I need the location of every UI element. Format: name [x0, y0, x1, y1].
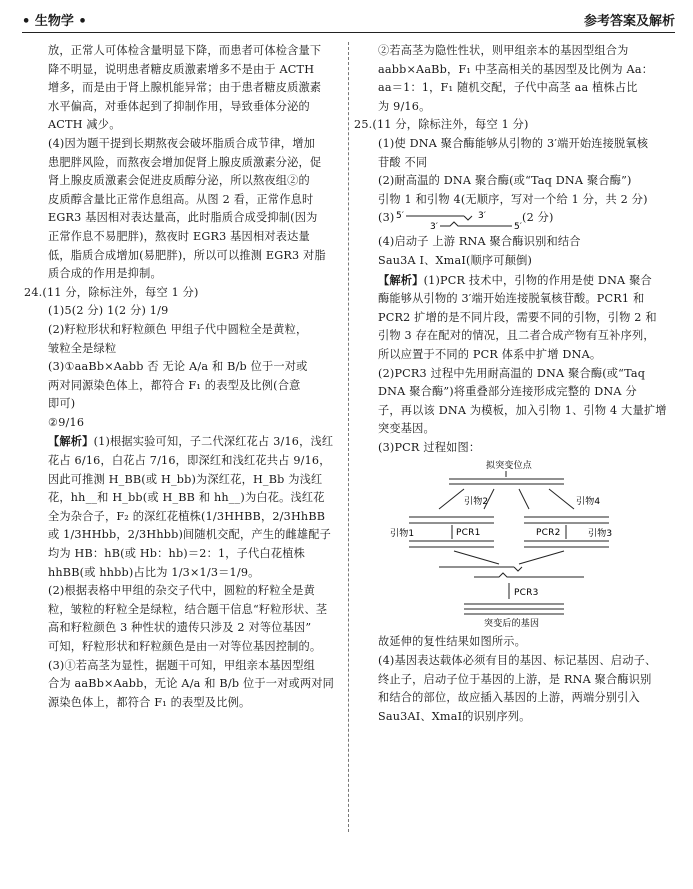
answer-3-suffix: (2 分) [522, 211, 554, 225]
answer-line: 引物 1 和引物 4(无顺序，写对一个给 1 分，共 2 分) [378, 192, 648, 206]
text-line: 为 9/16。 [378, 99, 431, 113]
analysis-line: 全为杂合子，F₂ 的深红花植株(1/3HHBB，2/3HhBB [48, 509, 326, 523]
end-label: 3′ [478, 211, 487, 222]
analysis-line: 源染色体上，都符合 F₁ 的表型及比例。 [48, 695, 251, 709]
text-line: ACTH 减少。 [48, 118, 121, 132]
split-arrow [439, 489, 464, 509]
left-column [24, 42, 342, 712]
text-line: aa＝1：1，F₁ 随机交配，子代中高茎 aa 植株占比 [378, 81, 638, 95]
primer2-label: 引物2 [464, 497, 489, 508]
analysis-line: 花占 6/16，白花占 7/16，即深红和浅红花共占 9/16， [48, 454, 331, 468]
analysis-line: 因此可推测 H_BB(或 H_bb)为深红花，H_Bb 为浅红 [48, 472, 323, 486]
text-line: 质合成的作用是抑制。 [48, 267, 162, 281]
mutation-site-label: 拟突变位点 [486, 461, 533, 472]
text-line: 故延伸的复性结果如图所示。 [378, 635, 527, 649]
analysis-line: 酶能够从引物的 3′端开始连接脱氧核苷酸。PCR1 和 [378, 292, 645, 306]
header-rule [22, 32, 675, 33]
analysis-line: 或 1/3HHbb，2/3Hhbb)间随机交配，产生的雌雄配子 [48, 528, 332, 542]
text-line: 放，正常人可体检含量明显下降，而患者可体检含量下 [48, 44, 322, 57]
answer-line: (4)启动子 上游 RNA 聚合酶识别和结合 [378, 235, 581, 249]
text-line: ②若高茎为隐性性状，则甲组亲本的基因型组合为 [378, 44, 629, 57]
text-line: (4)基因表达载体必须有目的基因、标记基因、启动子、 [378, 654, 657, 668]
answer-line: ②9/16 [48, 415, 85, 429]
text-line: (4)因为题干提到长期熬夜会破坏脂质合成节律，增加 [48, 136, 315, 150]
question-25-heading: 25.(11 分，除标注外，每空 1 分) [354, 118, 529, 132]
analysis-line: 粒，皱粒的籽粒全是绿粒，结合题干信息“籽粒形状、茎 [48, 602, 328, 616]
analysis-tag: 【解析】 [378, 272, 424, 287]
split-arrow [519, 489, 529, 509]
answer-3-prefix: (3) [378, 211, 395, 225]
text-line: aabb×AaBb，F₁ 中茎高相关的基因型及比例为 Aa： [378, 62, 654, 76]
analysis-line: 合为 aaBb×Aabb，无论 A/a 和 B/b 位于一对或两对同 [48, 677, 335, 691]
answer-line: 皱粒全是绿粒 [48, 341, 117, 355]
result-label: 突变后的基因 [484, 619, 540, 630]
analysis-line: DNA 聚合酶”)将重叠部分连接形成完整的 DNA 分 [378, 385, 637, 399]
primer1-label: 引物1 [390, 529, 415, 540]
text-line: 低，脂质合成增加(易肥胖)，所以可以推测 EGR3 对脂 [48, 248, 326, 262]
analysis-line: (2)PCR3 过程中先用耐高温的 DNA 聚合酶(或“Taq [378, 366, 646, 380]
strand-line [440, 222, 512, 226]
pcr1-label: PCR1 [456, 528, 481, 539]
right-column [354, 42, 672, 726]
answer-line: (2)耐高温的 DNA 聚合酶(或“Taq DNA 聚合酶”) [378, 174, 632, 188]
text-line: 肾上腺皮质激素会促进皮质醇分泌，所以熬夜组②的 [48, 174, 310, 188]
analysis-line: 引物 3 存在配对的情况，且二者合成产物有互补序列， [378, 329, 655, 343]
strand-kink [464, 216, 472, 220]
text-line: 增多，而是由于肾上腺机能异常；由于患者糖皮质激素 [48, 81, 322, 95]
end-label: 5′ [396, 211, 405, 222]
pcr-diagram [354, 459, 672, 629]
text-line: 正常作息不易肥胖)，熬夜时 EGR3 基因相对表达量 [48, 229, 310, 243]
column-divider [348, 42, 349, 832]
analysis-first-text: (1)PCR 技术中，引物的作用是使 DNA 聚合 [423, 273, 652, 287]
overlap-kink [514, 567, 522, 571]
pcr3-label: PCR3 [514, 588, 539, 599]
merge-arrow [454, 551, 499, 564]
analysis-line: (2)根据表格中甲组的杂交子代中，圆粒的籽粒全是黄 [48, 584, 315, 598]
overlap-strand [474, 573, 584, 577]
answer-line: (1)使 DNA 聚合酶能够从引物的 3′端开始连接脱氧核 [378, 136, 649, 150]
text-line: Sau3AⅠ、XmaⅠ的识别序列。 [378, 709, 531, 723]
section-title: 参考答案及解析 [583, 14, 675, 29]
analysis-line [24, 432, 342, 452]
end-label: 3′ [430, 222, 439, 232]
answer-line: 即可) [48, 397, 76, 411]
text-line: 终止子，启动子位于基因的上游，是 RNA 聚合酶识别 [378, 672, 652, 686]
answer-line: 两对同源染色体上，都符合 F₁ 的表型及比例(合意 [48, 378, 301, 392]
primer3-label: 引物3 [588, 529, 613, 540]
analysis-line: 所以应置于不同的 PCR 体系中扩增 DNA。 [378, 347, 602, 361]
answer-line: 苷酸 不同 [378, 155, 428, 169]
answer-line: Sau3A Ⅰ、XmaⅠ(顺序可颠倒) [378, 253, 533, 267]
analysis-line: (3)PCR 过程如图： [378, 440, 481, 454]
analysis-line: (3)①若高茎为显性，据题干可知，甲组亲本基因型组 [48, 658, 315, 672]
primer4-label: 引物4 [576, 497, 601, 508]
split-arrow [549, 489, 574, 509]
answer-line: (3)①aaBb×Aabb 否 无论 A/a 和 B/b 位于一对或 [48, 360, 308, 374]
analysis-line [354, 271, 672, 291]
answer-line-3 [354, 209, 672, 233]
analysis-line: 高和籽粒颜色 3 种性状的遗传只涉及 2 对等位基因” [48, 621, 312, 635]
text-line: 水平偏高，对垂体起到了抑制作用，导致垂体分泌的 [48, 99, 310, 113]
answer-line: (1)5(2 分) 1(2 分) 1/9 [48, 304, 169, 318]
analysis-line: 突变基因。 [378, 422, 435, 436]
text-line: EGR3 基因相对表达量高，此时脂质合成受抑制(因为 [48, 211, 318, 225]
text-line: 患肥胖风险，而熬夜会增加促肾上腺皮质激素分泌，促 [48, 155, 322, 169]
analysis-line: 子，再以该 DNA 为模板，加入引物 1、引物 4 大量扩增 [378, 403, 667, 417]
end-label: 5′ [514, 222, 523, 232]
text-line: 降不明显，说明患者糖皮质激素增多不是由于 ACTH [48, 62, 315, 76]
answer-line: (2)籽粒形状和籽粒颜色 甲组子代中圆粒全是黄粒， [48, 322, 308, 336]
analysis-line: 花，hh__和 H_bb(或 H_BB 和 hh__)为白花。浅红花 [48, 491, 325, 505]
analysis-line: 可知，籽粒形状和籽粒颜色是由一对等位基因控制的。 [48, 640, 322, 653]
question-24-heading: 24.(11 分，除标注外，每空 1 分) [24, 285, 199, 299]
subject-label: • 生物学 • [22, 14, 87, 29]
analysis-line: 均为 HB：hB(或 Hb：hb)＝2：1，子代白花植株 [48, 547, 305, 561]
page-header [22, 10, 675, 34]
text-line: 和结合的部位，故应插入基因的上游，两端分别引入 [378, 691, 640, 705]
merge-arrow [519, 551, 564, 564]
analysis-first-text: (1)根据实验可知，子二代深红花占 3/16，浅红 [93, 435, 334, 449]
analysis-line: PCR2 扩增的是不同片段，需要不同的引物，引物 2 和 [378, 310, 657, 324]
pcr-process-figure [354, 459, 672, 629]
pcr2-label: PCR2 [536, 528, 561, 539]
analysis-tag: 【解析】 [48, 434, 94, 449]
analysis-line: hhBB(或 hhbb)占比为 1/3×1/3＝1/9。 [48, 565, 260, 579]
text-line: 皮质醇含量比正常作息组高。从图 2 看，正常作息时 [48, 192, 314, 206]
